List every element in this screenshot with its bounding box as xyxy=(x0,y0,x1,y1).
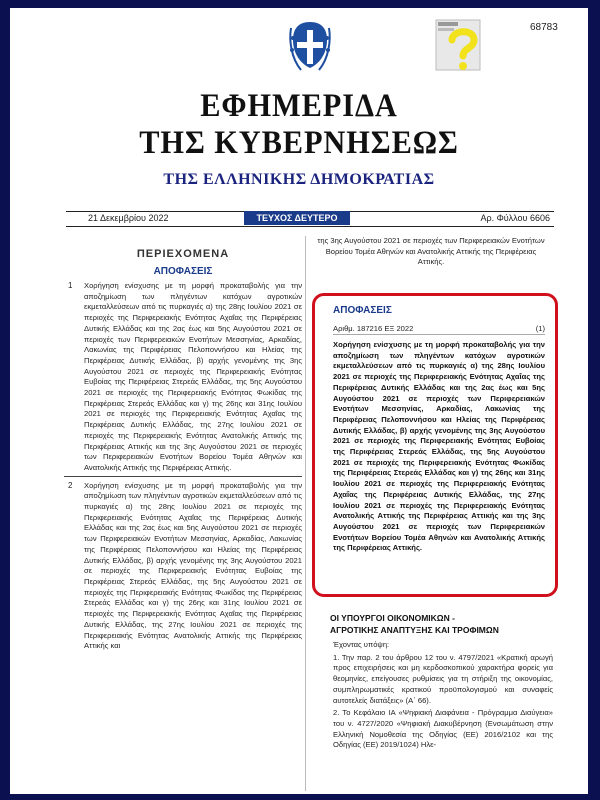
contents-item-text: Χορήγηση ενίσχυσης με τη μορφή προκαταβολής για την αποζημίωση των πληγέντων αγροτικών εκμεταλλεύσεων από τις πυρκαγιές α) της 28ης Ιουλίου 2021 σε περιοχές της Περιφερειακής Ενότητας Αχαΐας της Περιφέρειας Δυτικής Ελλάδας και της 2ας έως και 5ης Αυγούστου 2021 σε περιοχές των Περιφερειακών Ενοτήτων Μεσσηνίας, Αρκαδίας, Λακωνίας της Περιφέρειας Πελοποννήσου και Ηλείας της Περιφέρειας Δυτικής Ελλάδας, β) αρχής γενομένης της 3ης Αυγούστου 2021 σε περιοχές της Περιφερειακής Ενότητας Ευβοίας της Περιφέρειας Στερεάς Ελλάδας, της 5ης Αυγούστου 2021 σε περιοχές της Περιφερειακής Ενότητας Φωκίδας της Περιφέρειας Στερεάς Ελλάδας και γ) της 26ης και 31ης Ιουλίου 2021 σε περιοχές της Περιφερειακής Ενότητας Αχαΐας της Περιφέρειας Δυτικής Ελλάδας, της 27ης Ιουλίου 2021 σε περιοχές της Περιφερειακής Ενότητας Ανατολικής Αττικής της Περιφέρειας Αττικής και xyxy=(84,480,302,651)
decision-section-heading: ΑΠΟΦΑΣΕΙΣ xyxy=(333,305,392,316)
contents-title: ΠΕΡΙΕΧΟΜΕΝΑ xyxy=(136,248,230,260)
contents-item xyxy=(64,281,302,474)
contents-section-heading: ΑΠΟΦΑΣΕΙΣ xyxy=(153,266,213,277)
gazette-page xyxy=(10,8,588,794)
issue-sheet-number: Αρ. Φύλλου 6606 xyxy=(480,213,550,223)
right-column xyxy=(308,236,554,268)
contents-continued-text: της 3ης Αυγούστου 2021 σε περιοχές των Περιφερειακών Ενοτήτων Βορείου Τομέα Αθηνών και Ανατολικής Αττικής της Περιφέρειας Αττικής. xyxy=(317,236,545,267)
decision-number: Αριθμ. 187216 ΕΞ 2022 xyxy=(333,324,414,333)
ministers-line-1: ΟΙ ΥΠΟΥΡΓΟΙ ΟΙΚΟΝΟΜΙΚΩΝ - xyxy=(330,613,455,623)
contents-item-text: Χορήγηση ενίσχυσης με τη μορφή προκαταβολής για την αποζημίωση των πληγέντων κατόχων αγροτικών εκμεταλλεύσεων από τις πυρκαγιές α) της 28ης Ιουλίου 2021 σε περιοχές της Περιφερειακής Ενότητας Αχαΐας της Περιφέρειας Δυτικής Ελλάδας και της 2ας έως και 5ης Αυγούστου 2021 σε περιοχές των Περιφερειακών Ενοτήτων Μεσσηνίας, Αρκαδίας, Λακωνίας της Περιφέρειας Πελοποννήσου και Ηλείας της Περιφέρειας Δυτικής Ελλάδας, β) αρχής γενομένης της 3ης Αυγούστου 2021 σε περιοχές της Περιφερειακής Ενότητας Ευβοίας της Περιφέρειας Στερεάς Ελλάδας, της 5ης Αυγούστου 2021 σε περιοχές της Περιφερειακής Ενότητας Φωκίδας της Περιφέρειας Στερεάς Ελλάδας και γ) της 26ης και 31ης Ιουλίου 2021 σε περιοχές της Περιφερειακής Ενότητας Αχαΐας της Περιφέρειας Δυτικής Ελλάδας, της 27ης Ιουλίου 2021 σε περιοχές της Περιφερειακής Ενότητας Ανατολικής Αττικής της Περιφέρειας Αττικής και της 3ης Αυγούστου 2021 σε περιοχές των Περιφερειακών Ενοτήτων Βορείου Τομέα Αθηνών και Ανατολικής Αττικής της Περιφέρειας Αττικής. xyxy=(84,281,302,472)
body-paragraph-2: 2. Το Κεφάλαιο ΙΑ «Ψηφιακή Διαφάνεια - Πρόγραμμα Διαύγεια» του ν. 4727/2020 «Ψηφιακή Διακυβέρνηση (Ενσωμάτωση στην Ελληνική Νομοθεσία της Οδηγίας (ΕΕ) 2016/2102 και της Οδηγίας (ΕΕ) 2019/1024) Ηλε- xyxy=(333,708,553,750)
decision-body xyxy=(333,640,553,753)
issue-label: ΤΕΥΧΟΣ ΔΕΥΤΕΡΟ xyxy=(244,211,350,225)
gazette-title-2: ΤΗΣ ΚΥΒΕΡΝΗΣΕΩΣ xyxy=(139,125,459,161)
sheet-number: 68783 xyxy=(530,22,558,33)
issue-date: 21 Δεκεμβρίου 2022 xyxy=(88,213,169,223)
column-divider xyxy=(305,236,306,791)
item-divider xyxy=(64,476,302,477)
decision-title: Χορήγηση ενίσχυσης με τη μορφή προκαταβολής για την αποζημίωση των πληγέντων κατόχων αγροτικών εκμεταλλεύσεων από τις πυρκαγιές α) της 28ης Ιουλίου 2021 σε περιοχές της Περιφερειακής Ενότητας Αχαΐας της Περιφέρειας Δυτικής Ελλάδας και της 2ας έως και 5ης Αυγούστου 2021 σε περιοχές των Περιφερειακών Ενοτήτων Μεσσηνίας, Αρκαδίας, Λακωνίας της Περιφέρειας Πελοποννήσου και Ηλείας της Περιφέρειας Δυτικής Ελλάδας, β) αρχής γενομένης της 3ης Αυγούστου 2021 σε περιοχές της Περιφερειακής Ενότητας Ευβοίας της Περιφέρειας Στερεάς Ελλάδας, της 5ης Αυγούστου 2021 σε περιοχές της Περιφερειακής Ενότητας Φωκίδας της Περιφέρειας Στερεάς Ελλάδας και γ) της 26ης και 31ης Ιουλίου 2021 σε περιοχές της Περιφερειακής Ενότητας Αχαΐας της Περιφέρειας Δυτικής Ελλάδας, της 27ης Ιουλίου 2021 σε περιοχές της Περιφερειακής Ενότητας Ανατολικής Αττικής της Περιφέρειας Αττικής και της 3ης Αυγούστου 2021 σε περιοχές των Περιφερειακών Ενοτήτων Βορείου Τομέα Αθηνών και Ανατολικής Αττικής της Περιφέρειας Αττικής. xyxy=(333,340,545,553)
ministers-heading xyxy=(330,612,558,636)
decision-index: (1) xyxy=(535,324,545,333)
body-paragraph-1: 1. Την παρ. 2 του άρθρου 12 του ν. 4797/2021 «Κρατική αρωγή προς επιχειρήσεις και μη κερδοσκοπικού χαρακτήρα φορείς για θεομηνίες, επείγουσες ρυθμίσεις για τη στήριξη της οικονομίας, συμπληρωματικές κρατικού προϋπολογισμού και συναφείς αυτοτελείς διατάξεις» (Α΄ 66). xyxy=(333,652,553,705)
contents-column xyxy=(64,236,302,652)
decision-reference xyxy=(333,324,545,335)
contents-item-number: 1 xyxy=(68,281,73,290)
gazette-subtitle: ΤΗΣ ΕΛΛΗΝΙΚΗΣ ΔΗΜΟΚΡΑΤΙΑΣ xyxy=(163,171,435,188)
ministers-line-2: ΑΓΡΟΤΙΚΗΣ ΑΝΑΠΤΥΞΗΣ ΚΑΙ ΤΡΟΦΙΜΩΝ xyxy=(330,625,499,635)
body-intro: Έχοντας υπόψη: xyxy=(333,640,390,649)
gazette-title: ΕΦΗΜΕΡΙΔΑ xyxy=(200,88,398,124)
contents-item xyxy=(64,481,302,652)
greek-coat-of-arms-icon xyxy=(287,18,333,72)
contents-item-number: 2 xyxy=(68,480,73,490)
question-mark-logo-icon xyxy=(430,16,486,74)
issue-header-bar xyxy=(66,211,554,227)
